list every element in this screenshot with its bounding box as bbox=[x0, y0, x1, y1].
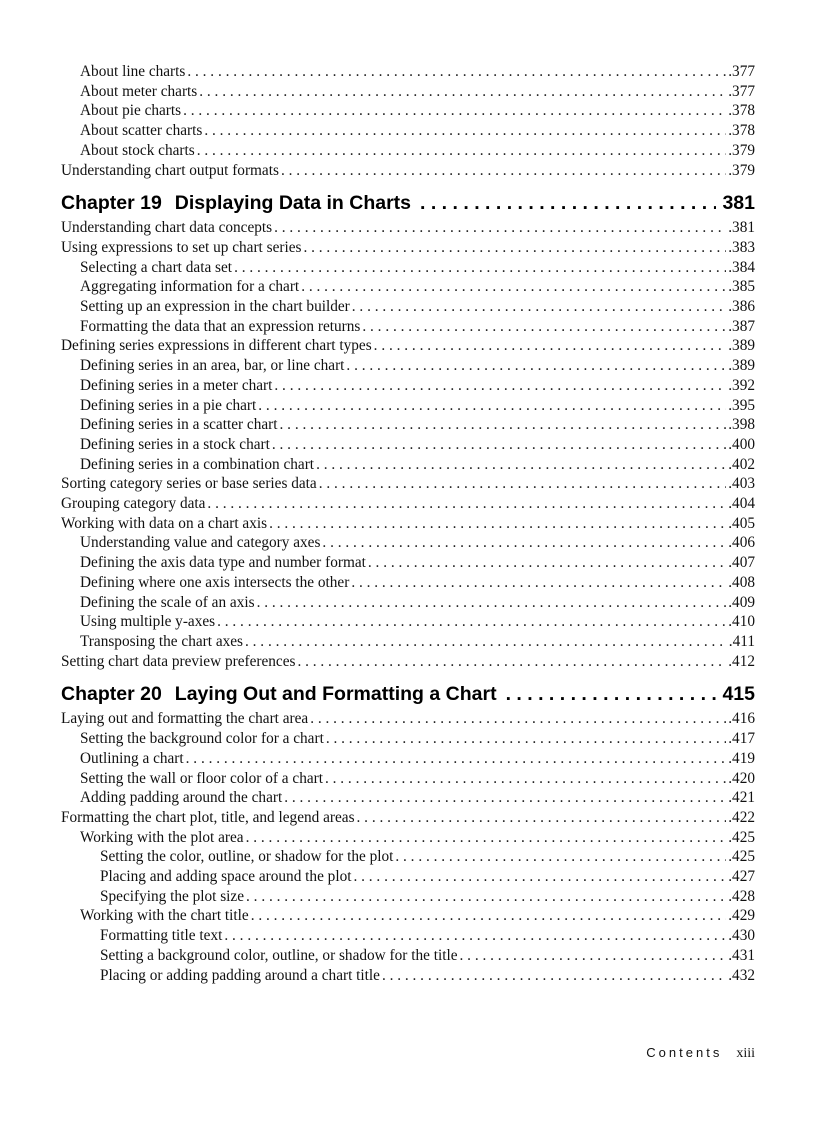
toc-entry[interactable] bbox=[61, 141, 755, 161]
toc-entry-page-number: .412 bbox=[728, 652, 755, 670]
toc-entry-page-number: .406 bbox=[728, 534, 755, 552]
toc-entry[interactable] bbox=[61, 847, 755, 867]
toc-entry-title: Grouping category data bbox=[61, 495, 206, 513]
toc-entry-page-number: .410 bbox=[728, 613, 755, 631]
toc-entry-title: Understanding chart output formats bbox=[61, 161, 279, 179]
toc-entry-title: Specifying the plot size bbox=[100, 887, 245, 905]
toc-entry-title: Selecting a chart data set bbox=[80, 258, 233, 276]
toc-entry[interactable] bbox=[61, 218, 755, 238]
dot-leader bbox=[303, 238, 726, 258]
toc-entry-page-number: .416 bbox=[728, 710, 755, 728]
toc-entry-title: About meter charts bbox=[80, 82, 198, 100]
toc-entry-page-number: .389 bbox=[728, 337, 755, 355]
chapter-number: Chapter 20 bbox=[61, 683, 162, 706]
toc-entry[interactable] bbox=[61, 612, 755, 632]
dot-leader bbox=[224, 926, 726, 946]
toc-entry[interactable] bbox=[61, 415, 755, 435]
toc-entry-title: Understanding value and category axes bbox=[80, 534, 321, 552]
toc-entry-title: Setting a background color, outline, or shadow for the title bbox=[100, 946, 458, 964]
toc-entry[interactable] bbox=[61, 966, 755, 986]
dot-leader bbox=[420, 191, 716, 215]
chapter-page-number: 381 bbox=[722, 192, 755, 215]
toc-entry[interactable] bbox=[61, 926, 755, 946]
toc-entry[interactable] bbox=[61, 553, 755, 573]
toc-entry-page-number: .432 bbox=[728, 966, 755, 984]
toc-entry-title: Working with data on a chart axis bbox=[61, 514, 268, 532]
chapter-number: Chapter 19 bbox=[61, 192, 162, 215]
toc-entry-page-number: .386 bbox=[728, 298, 755, 316]
toc-entry[interactable] bbox=[61, 729, 755, 749]
dot-leader bbox=[217, 612, 726, 632]
chapter-page-number: 415 bbox=[722, 683, 755, 706]
dot-leader bbox=[460, 946, 727, 966]
dot-leader bbox=[310, 709, 726, 729]
dot-leader bbox=[368, 553, 726, 573]
toc-entry-title: Formatting the chart plot, title, and legend areas bbox=[61, 808, 355, 826]
toc-entry[interactable] bbox=[61, 297, 755, 317]
toc-entry[interactable] bbox=[61, 356, 755, 376]
toc-entry[interactable] bbox=[61, 455, 755, 475]
toc-entry-title: Sorting category series or base series data bbox=[61, 475, 317, 493]
toc-entry-title: Laying out and formatting the chart area bbox=[61, 710, 309, 728]
toc-entry[interactable] bbox=[61, 769, 755, 789]
toc-entry-page-number: .408 bbox=[728, 573, 755, 591]
dot-leader bbox=[245, 632, 727, 652]
toc-entry-page-number: .400 bbox=[728, 435, 755, 453]
toc-entry-page-number: .409 bbox=[728, 593, 755, 611]
toc-entry-page-number: .378 bbox=[728, 122, 755, 140]
toc-entry-page-number: .405 bbox=[728, 514, 755, 532]
toc-entry-page-number: .420 bbox=[728, 769, 755, 787]
toc-entry-title: Formatting title text bbox=[100, 927, 223, 945]
dot-leader bbox=[316, 455, 726, 475]
toc-entry[interactable] bbox=[61, 593, 755, 613]
dot-leader bbox=[251, 906, 727, 926]
toc-entry[interactable] bbox=[61, 161, 755, 181]
toc-entry-page-number: .417 bbox=[728, 730, 755, 748]
toc-entry-page-number: .411 bbox=[728, 632, 755, 650]
toc-entry-title: Transposing the chart axes bbox=[80, 632, 243, 650]
toc-entry[interactable] bbox=[61, 82, 755, 102]
dot-leader bbox=[274, 218, 726, 238]
toc-entry-page-number: .392 bbox=[728, 376, 755, 394]
footer-label: Contents bbox=[646, 1045, 723, 1060]
toc-entry-page-number: .377 bbox=[728, 63, 755, 80]
toc-entry-title: About scatter charts bbox=[80, 122, 203, 140]
dot-leader bbox=[257, 593, 727, 613]
toc-entry-title: Working with the plot area bbox=[80, 828, 244, 846]
toc-entry-title: Setting up an expression in the chart builder bbox=[80, 298, 350, 316]
toc-entry-page-number: .383 bbox=[728, 238, 755, 256]
toc-entry-page-number: .419 bbox=[728, 749, 755, 767]
toc-entry[interactable] bbox=[61, 828, 755, 848]
dot-leader bbox=[280, 415, 727, 435]
toc-entry[interactable] bbox=[61, 238, 755, 258]
dot-leader bbox=[269, 514, 726, 534]
toc-entry[interactable] bbox=[61, 514, 755, 534]
dot-leader bbox=[246, 828, 727, 848]
toc-entry-title: About stock charts bbox=[80, 141, 195, 159]
toc-entry-page-number: .425 bbox=[728, 848, 755, 866]
footer-page-number: xiii bbox=[736, 1046, 755, 1061]
toc-entry-page-number: .378 bbox=[728, 102, 755, 120]
dot-leader bbox=[197, 141, 727, 161]
dot-leader bbox=[362, 317, 726, 337]
toc-entry-page-number: .385 bbox=[728, 278, 755, 296]
toc-entry-page-number: .431 bbox=[728, 946, 755, 964]
toc-entry-title: Using multiple y-axes bbox=[80, 613, 216, 631]
toc-entry-title: Setting the color, outline, or shadow for the plot bbox=[100, 848, 394, 866]
toc-entry-title: Defining series in a stock chart bbox=[80, 435, 270, 453]
toc-entry[interactable] bbox=[61, 867, 755, 887]
toc-entry-title: Defining series expressions in different chart types bbox=[61, 337, 372, 355]
chapter-heading[interactable] bbox=[61, 191, 755, 215]
toc-entry[interactable] bbox=[61, 887, 755, 907]
dot-leader bbox=[204, 121, 726, 141]
toc-entry-title: Placing or adding padding around a chart title bbox=[100, 966, 380, 984]
toc-entry-title: Defining series in a combination chart bbox=[80, 455, 315, 473]
dot-leader bbox=[301, 277, 726, 297]
dot-leader bbox=[199, 82, 726, 102]
dot-leader bbox=[187, 62, 726, 82]
table-of-contents bbox=[61, 62, 755, 985]
dot-leader bbox=[506, 682, 717, 706]
toc-entry-title: Defining the axis data type and number format bbox=[80, 554, 366, 572]
toc-entry-title: Defining series in a pie chart bbox=[80, 396, 257, 414]
toc-entry[interactable] bbox=[61, 652, 755, 672]
toc-entry[interactable] bbox=[61, 632, 755, 652]
toc-entry-title: Setting the wall or floor color of a chart bbox=[80, 769, 323, 787]
toc-entry-page-number: .430 bbox=[728, 927, 755, 945]
dot-leader bbox=[246, 887, 726, 907]
dot-leader bbox=[357, 808, 727, 828]
toc-entry-page-number: .398 bbox=[728, 416, 755, 434]
toc-entry-page-number: .422 bbox=[728, 808, 755, 826]
toc-entry[interactable] bbox=[61, 435, 755, 455]
toc-entry[interactable] bbox=[61, 258, 755, 278]
dot-leader bbox=[346, 356, 726, 376]
dot-leader bbox=[183, 101, 726, 121]
toc-entry-page-number: .384 bbox=[728, 258, 755, 276]
page-footer bbox=[646, 1045, 755, 1062]
toc-entry-title: Aggregating information for a chart bbox=[80, 278, 300, 296]
dot-leader bbox=[207, 494, 726, 514]
toc-entry[interactable] bbox=[61, 62, 755, 82]
toc-entry-title: Setting the background color for a chart bbox=[80, 730, 324, 748]
toc-entry-title: Defining the scale of an axis bbox=[80, 593, 255, 611]
toc-entry[interactable] bbox=[61, 101, 755, 121]
toc-entry-title: Defining where one axis intersects the other bbox=[80, 573, 350, 591]
toc-entry-title: Using expressions to set up chart series bbox=[61, 238, 302, 256]
toc-entry[interactable] bbox=[61, 121, 755, 141]
toc-entry-page-number: .407 bbox=[728, 554, 755, 572]
toc-entry-title: Working with the chart title bbox=[80, 907, 249, 925]
dot-leader bbox=[325, 769, 726, 789]
dot-leader bbox=[297, 652, 726, 672]
toc-entry-page-number: .402 bbox=[728, 455, 755, 473]
dot-leader bbox=[351, 573, 726, 593]
dot-leader bbox=[274, 376, 726, 396]
toc-entry-title: Setting chart data preview preferences bbox=[61, 652, 296, 670]
toc-entry-page-number: .389 bbox=[728, 357, 755, 375]
dot-leader bbox=[319, 474, 727, 494]
toc-entry-title: Outlining a chart bbox=[80, 749, 184, 767]
dot-leader bbox=[258, 396, 726, 416]
toc-entry-title: Formatting the data that an expression returns bbox=[80, 317, 361, 335]
toc-entry-page-number: .403 bbox=[728, 475, 755, 493]
dot-leader bbox=[374, 336, 727, 356]
toc-entry-title: Defining series in an area, bar, or line chart bbox=[80, 357, 345, 375]
toc-entry-page-number: .379 bbox=[728, 161, 755, 179]
toc-entry-page-number: .395 bbox=[728, 396, 755, 414]
dot-leader bbox=[284, 788, 726, 808]
toc-entry-title: Defining series in a scatter chart bbox=[80, 416, 278, 434]
dot-leader bbox=[272, 435, 726, 455]
dot-leader bbox=[382, 966, 726, 986]
toc-entry[interactable] bbox=[61, 573, 755, 593]
dot-leader bbox=[353, 867, 726, 887]
toc-entry[interactable] bbox=[61, 336, 755, 356]
dot-leader bbox=[234, 258, 726, 278]
toc-entry-title: About line charts bbox=[80, 63, 186, 80]
toc-entry[interactable] bbox=[61, 749, 755, 769]
toc-entry[interactable] bbox=[61, 946, 755, 966]
chapter-title: Laying Out and Formatting a Chart bbox=[174, 683, 497, 706]
toc-entry-page-number: .427 bbox=[728, 868, 755, 886]
dot-leader bbox=[326, 729, 726, 749]
dot-leader bbox=[186, 749, 727, 769]
chapter-title: Displaying Data in Charts bbox=[174, 192, 412, 215]
dot-leader bbox=[352, 297, 726, 317]
toc-entry-page-number: .428 bbox=[728, 887, 755, 905]
toc-entry-title: Adding padding around the chart bbox=[80, 789, 283, 807]
toc-entry[interactable] bbox=[61, 906, 755, 926]
toc-entry[interactable] bbox=[61, 709, 755, 729]
toc-entry-title: Understanding chart data concepts bbox=[61, 219, 273, 237]
toc-entry-page-number: .377 bbox=[728, 82, 755, 100]
toc-entry-page-number: .421 bbox=[728, 789, 755, 807]
toc-entry-title: Placing and adding space around the plot bbox=[100, 868, 352, 886]
toc-entry[interactable] bbox=[61, 396, 755, 416]
toc-entry-page-number: .429 bbox=[728, 907, 755, 925]
dot-leader bbox=[395, 847, 726, 867]
toc-entry[interactable] bbox=[61, 494, 755, 514]
toc-entry-title: About pie charts bbox=[80, 102, 182, 120]
toc-entry-page-number: .379 bbox=[728, 141, 755, 159]
toc-entry-page-number: .404 bbox=[728, 495, 755, 513]
toc-entry[interactable] bbox=[61, 808, 755, 828]
toc-entry[interactable] bbox=[61, 376, 755, 396]
toc-entry-title: Defining series in a meter chart bbox=[80, 376, 273, 394]
toc-entry[interactable] bbox=[61, 533, 755, 553]
toc-entry-page-number: .425 bbox=[728, 828, 755, 846]
toc-entry[interactable] bbox=[61, 317, 755, 337]
dot-leader bbox=[281, 161, 726, 181]
toc-entry-page-number: .387 bbox=[728, 317, 755, 335]
dot-leader bbox=[322, 533, 726, 553]
chapter-heading[interactable] bbox=[61, 682, 755, 706]
toc-entry[interactable] bbox=[61, 474, 755, 494]
toc-entry[interactable] bbox=[61, 277, 755, 297]
toc-entry[interactable] bbox=[61, 788, 755, 808]
toc-entry-page-number: .381 bbox=[728, 219, 755, 237]
